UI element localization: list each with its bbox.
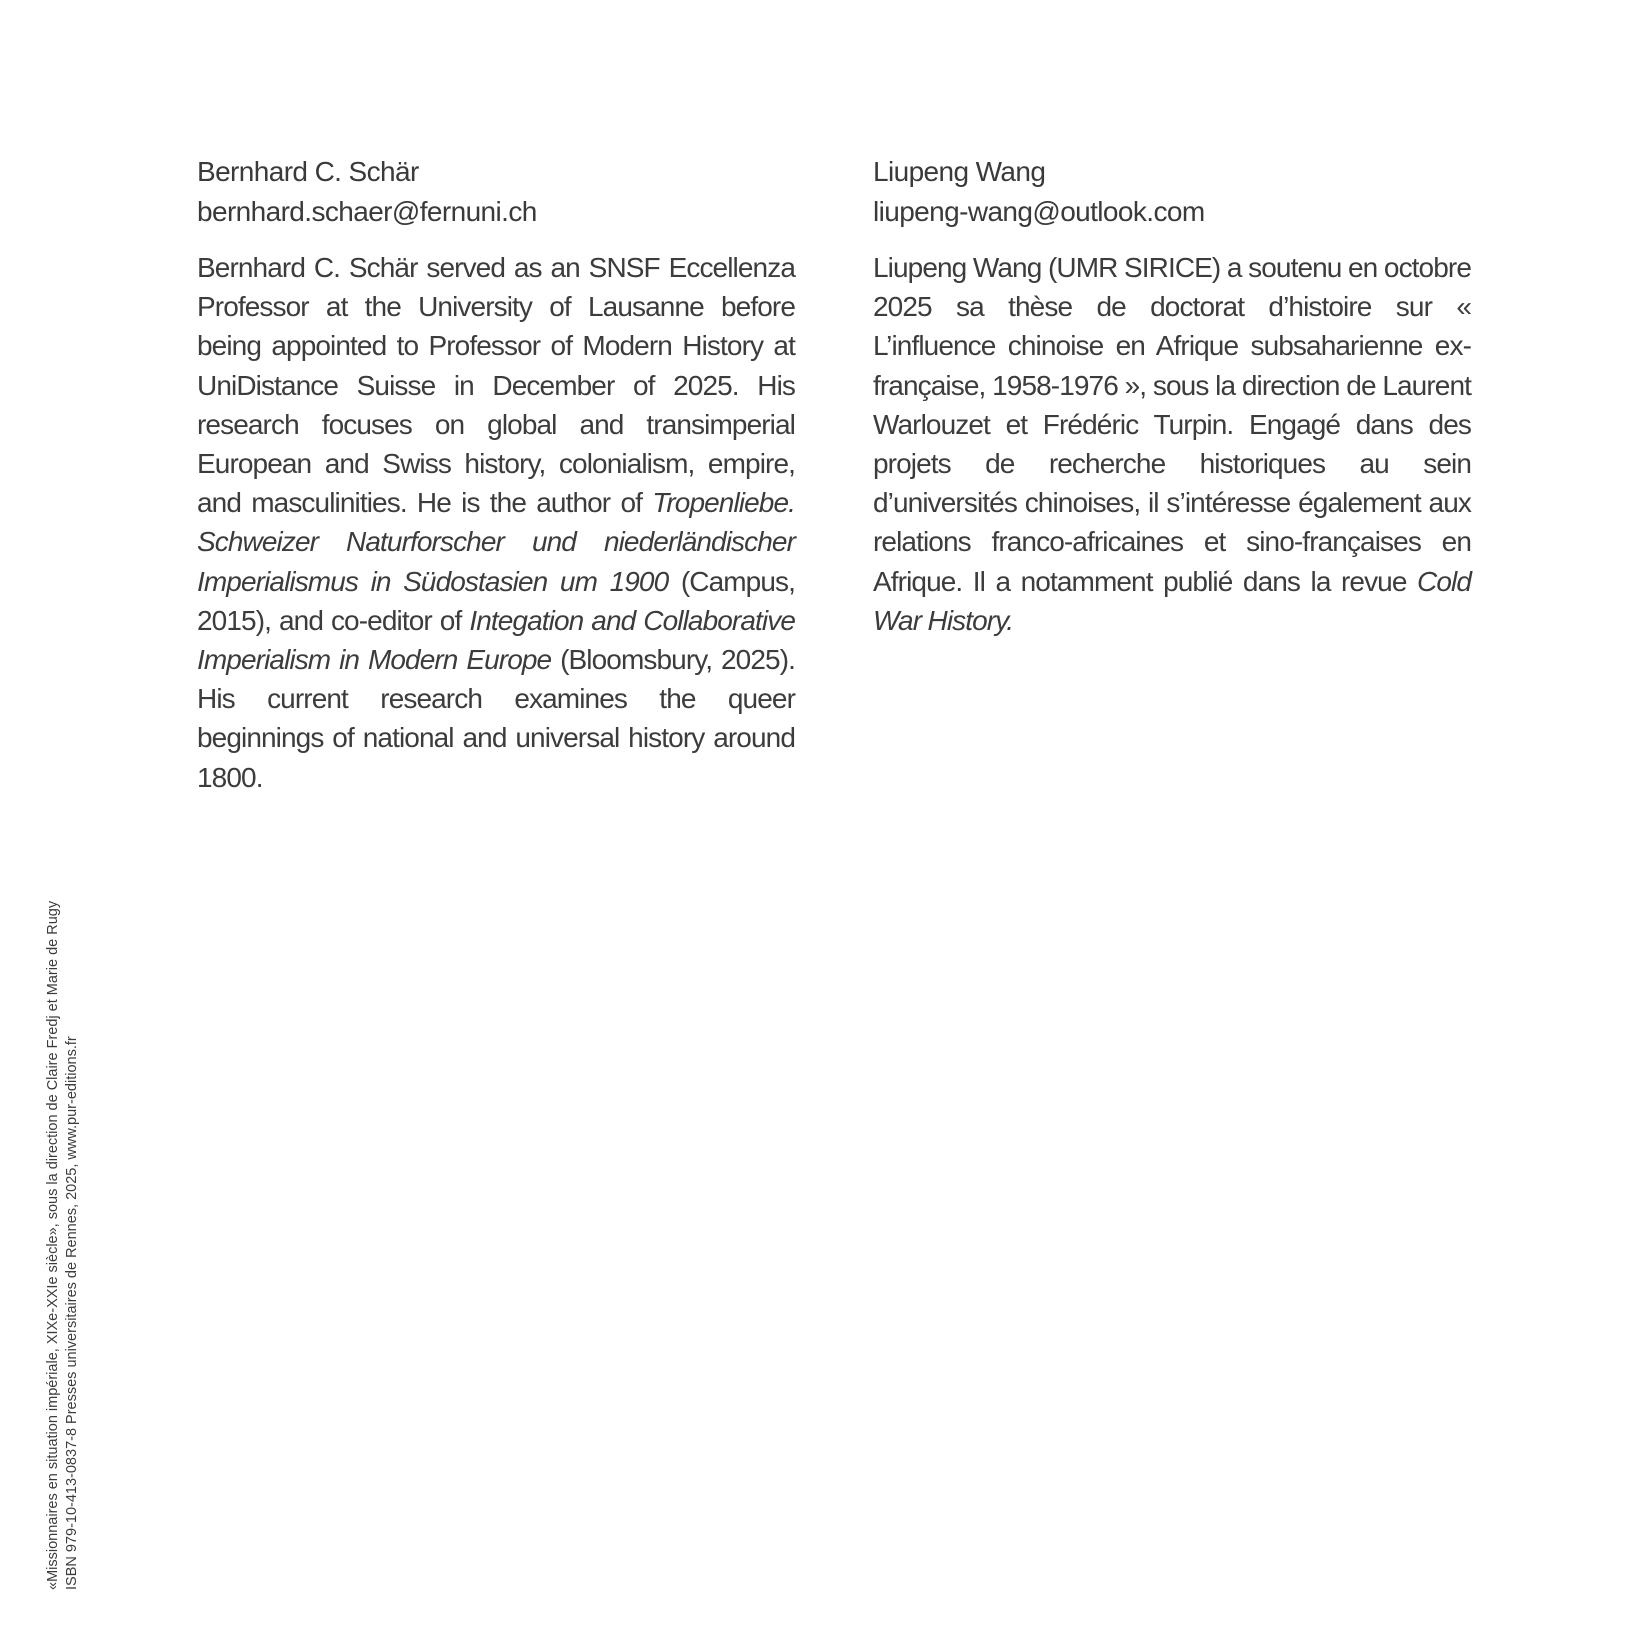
author-name: Bernhard C. Schär bbox=[197, 156, 419, 187]
bio-text: Bernhard C. Schär served as an SNSF Eccellenza Professor at the University of Lausanne before being appointed to Professor of Modern History at UniDistance Suisse in December of 2025. His research focuses on global and transimperial European and Swiss history, colonialism, empire, and masculinities. He is the author of bbox=[197, 252, 795, 519]
credit-line: «Missionnaires en situation impériale, XIXe-XXIe siècle», sous la direction de Claire Fredj et Marie de Rugy bbox=[45, 900, 61, 1590]
author-email: bernhard.schaer@fernuni.ch bbox=[197, 196, 537, 227]
bio-text: Liupeng Wang (UMR SIRICE) a soutenu en octobre 2025 sa thèse de doctorat d’histoire sur « L’influence chinoise en Afrique subsaharienne ex-française, 1958-1976 », sous la direction de Laurent Warlouzet et Frédéric Turpin. Engagé dans des projets de recherche historiques au sein d’universités chinoises, il s’intéresse également aux relations franco-africaines et sino-françaises en Afrique. Il a notamment publié dans la revue bbox=[873, 252, 1471, 597]
book-title: Tropenliebe. Schweizer Naturforscher und niederländischer Imperialismus in Südostasien um 1900 bbox=[197, 487, 795, 597]
side-credit bbox=[44, 750, 82, 1590]
book-title: Integation and Collaborative Imperialism in Modern Europe bbox=[197, 604, 795, 676]
isbn-line: ISBN 979-10-413-0837-8 Presses universitaires de Rennes, 2025, www.pur-editions.fr bbox=[64, 1036, 80, 1590]
author-name: Liupeng Wang bbox=[873, 156, 1046, 187]
journal-title: Cold War History. bbox=[873, 565, 1471, 636]
author-block-wang bbox=[873, 152, 1471, 640]
bio-text: (Bloomsbury, 2025). His current research examines the queer beginnings of national and universal history around 1800. bbox=[197, 644, 796, 793]
author-email: liupeng-wang@outlook.com bbox=[873, 196, 1205, 227]
bio-text: (Campus, 2015), and co-editor of bbox=[197, 565, 795, 636]
author-block-schaer bbox=[197, 152, 795, 797]
author-bio bbox=[197, 248, 795, 797]
author-bio bbox=[873, 248, 1471, 640]
